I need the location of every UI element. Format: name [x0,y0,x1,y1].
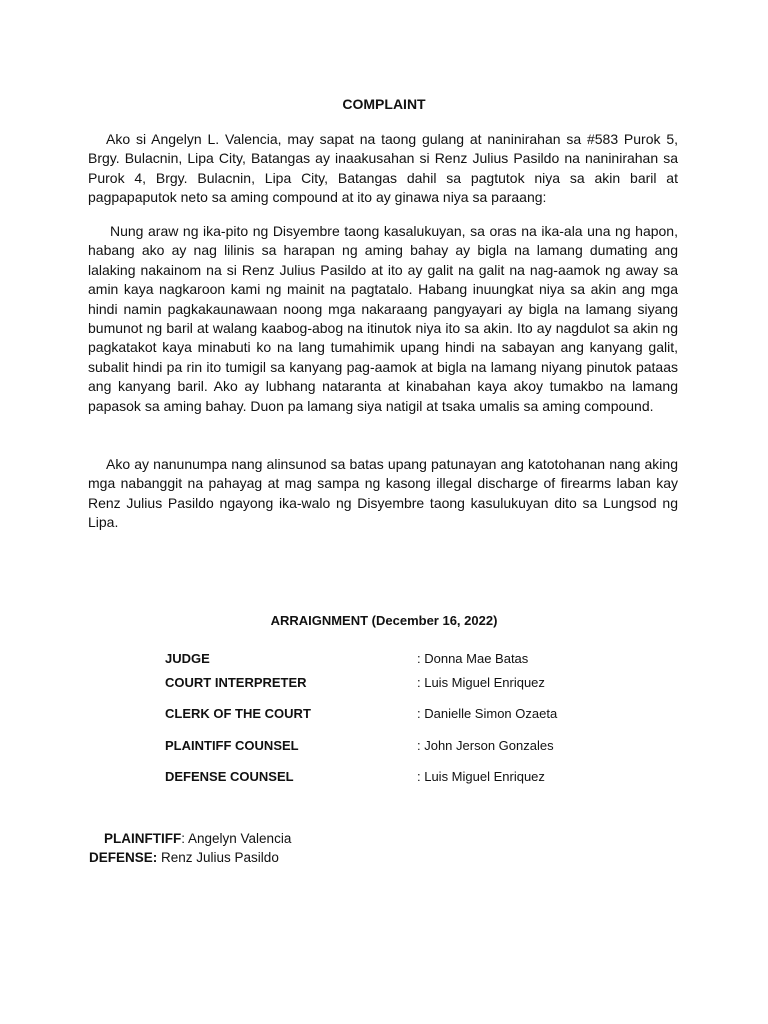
plaintiff-label: PLAINFTIFF [104,831,182,846]
plaintiff-name: : Angelyn Valencia [181,831,292,846]
defense-line [89,850,279,865]
plaintiff-line [104,831,291,846]
row-label: JUDGE [165,651,210,666]
row-label: DEFENSE COUNSEL [165,769,294,784]
row-value: : John Jerson Gonzales [417,738,554,753]
row-label: COURT INTERPRETER [165,675,307,690]
document-title: COMPLAINT [342,96,426,112]
row-value: : Donna Mae Batas [417,651,529,666]
arraignment-title: ARRAIGNMENT (December 16, 2022) [270,613,498,628]
row-value: : Luis Miguel Enriquez [417,675,545,690]
complaint-paragraph-3: Ako ay nanunumpa nang alinsunod sa batas upang patunayan ang katotohanan nang aking mga nabanggit na pahayag at mag sampa ng kasong illegal discharge of firearms laban kay Renz Julius Pasildo ngayong ika-walo ng Disyembre taong kasulukuyan dito sa Lungsod ng Lipa. [88,456,678,531]
row-label: CLERK OF THE COURT [165,706,311,721]
row-value: : Luis Miguel Enriquez [417,769,545,784]
complaint-paragraph-1: Ako si Angelyn L. Valencia, may sapat na taong gulang at naninirahan sa #583 Purok 5, Brgy. Bulacnin, Lipa City, Batangas ay inaakusahan si Renz Julius Pasildo na naninirahan sa Purok 4, Brgy. Bulacnin, Lipa City, Batangas dahil sa pagtutok niya sa akin baril at pagpapaputok neto sa aming compound at ito ay ginawa niya sa paraang: [88,131,678,206]
defense-label: DEFENSE: [89,850,158,865]
defense-name: Renz Julius Pasildo [157,850,279,865]
row-value: : Danielle Simon Ozaeta [417,706,558,721]
complaint-paragraph-2: Nung araw ng ika-pito ng Disyembre taong kasalukuyan, sa oras na ika-ala una ng hapon, habang ako ay nag lilinis sa harapan ng aming bahay ay bigla na lamang dumating ang lalaking nakainom na si Renz Julius Pasildo at ito ay galit na galit na nag-aamok ng away sa amin kaya nagkaroon kami ng mainit na pagtatalo. Habang inuungkat niya sa akin ang mga hindi namin pagkakaunawaan noong mga nakaraang pangyayari ay bigla na lamang siyang bumunot ng baril at walang kaabog-abog na itinutok niya ito sa akin. Ito ay nagdulot sa akin ng pagkatakot kaya minabuti ko na lang tumahimik upang hindi na sabayan ang kanyang galit, subalit hindi pa rin ito tumigil sa kanyang pag-aamok at bigla na lamang niyang pinutok pataas ang kanyang baril. Ako ay lubhang nataranta at kinabahan kaya akoy tumakbo na lamang papasok sa aming bahay. Duon pa lamang siya natigil at tsaka umalis sa aming compound. [88,223,678,414]
row-label: PLAINTIFF COUNSEL [165,738,299,753]
